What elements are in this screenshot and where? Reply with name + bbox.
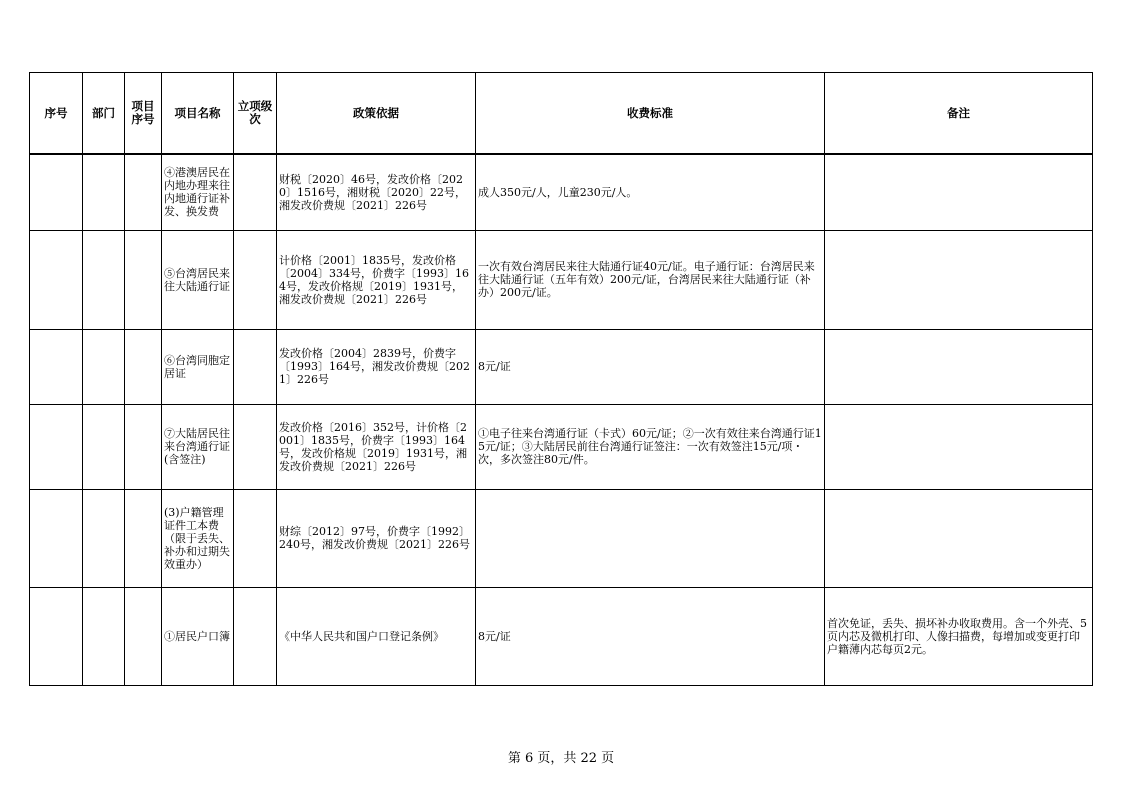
cell-note — [825, 489, 1093, 587]
cell-policy: 发改价格〔2016〕352号，计价格〔2001〕1835号，价费字〔1993〕164号，发改价格规〔2019〕1931号，湘发改价费规〔2021〕226号 — [277, 404, 476, 489]
cell-note — [825, 404, 1093, 489]
table-row — [30, 230, 1093, 329]
cell-item-seq — [125, 587, 162, 685]
header-dept: 部门 — [83, 73, 125, 155]
cell-standard: 8元/证 — [476, 329, 825, 404]
cell-standard: 成人350元/人，儿童230元/人。 — [476, 154, 825, 230]
header-standard: 收费标准 — [476, 73, 825, 155]
cell-dept — [83, 230, 125, 329]
cell-level — [234, 154, 277, 230]
cell-note — [825, 154, 1093, 230]
cell-policy: 《中华人民共和国户口登记条例》 — [277, 587, 476, 685]
cell-seq — [30, 404, 83, 489]
cell-level — [234, 404, 277, 489]
page-footer: 第 6 页，共 22 页 — [507, 751, 615, 766]
cell-item-name: ⑦大陆居民往来台湾通行证(含签注) — [162, 404, 234, 489]
cell-seq — [30, 329, 83, 404]
cell-standard: ①电子往来台湾通行证（卡式）60元/证；②一次有效往来台湾通行证15元/证；③大陆居民前往台湾通行证签注：一次有效签注15元/项・次，多次签注80元/件。 — [476, 404, 825, 489]
table-row — [30, 587, 1093, 685]
cell-standard — [476, 489, 825, 587]
cell-note — [825, 230, 1093, 329]
table-row — [30, 489, 1093, 587]
header-note: 备注 — [825, 73, 1093, 155]
cell-item-seq — [125, 404, 162, 489]
cell-dept — [83, 154, 125, 230]
cell-dept — [83, 489, 125, 587]
cell-policy: 财综〔2012〕97号，价费字〔1992〕240号，湘发改价费规〔2021〕226号 — [277, 489, 476, 587]
cell-item-name: (3)户籍管理证件工本费（限于丢失、补办和过期失效重办） — [162, 489, 234, 587]
cell-policy: 财税〔2020〕46号，发改价格〔2020〕1516号，湘财税〔2020〕22号，湘发改价费规〔2021〕226号 — [277, 154, 476, 230]
cell-seq — [30, 489, 83, 587]
cell-item-seq — [125, 230, 162, 329]
header-policy: 政策依据 — [277, 73, 476, 155]
fee-table — [29, 72, 1093, 686]
cell-policy: 计价格〔2001〕1835号，发改价格〔2004〕334号，价费字〔1993〕164号，发改价格规〔2019〕1931号，湘发改价费规〔2021〕226号 — [277, 230, 476, 329]
cell-dept — [83, 404, 125, 489]
cell-item-name: ④港澳居民在内地办理来往内地通行证补发、换发费 — [162, 154, 234, 230]
cell-note — [825, 329, 1093, 404]
cell-item-name: ⑤台湾居民来往大陆通行证 — [162, 230, 234, 329]
table-row — [30, 329, 1093, 404]
cell-dept — [83, 329, 125, 404]
header-item-seq: 项目序号 — [125, 73, 162, 155]
cell-level — [234, 587, 277, 685]
cell-seq — [30, 230, 83, 329]
cell-note: 首次免证，丢失、损坏补办收取费用。含一个外壳、5页内芯及微机打印、人像扫描费，每增加或变更打印户籍薄内芯每页2元。 — [825, 587, 1093, 685]
cell-level — [234, 230, 277, 329]
cell-level — [234, 489, 277, 587]
cell-seq — [30, 154, 83, 230]
cell-item-seq — [125, 154, 162, 230]
cell-level — [234, 329, 277, 404]
header-row — [30, 73, 1093, 155]
table-row — [30, 154, 1093, 230]
cell-item-name: ⑥台湾同胞定居证 — [162, 329, 234, 404]
cell-policy: 发改价格〔2004〕2839号，价费字〔1993〕164号，湘发改价费规〔2021〕226号 — [277, 329, 476, 404]
header-seq: 序号 — [30, 73, 83, 155]
cell-standard: 8元/证 — [476, 587, 825, 685]
cell-item-name: ①居民户口簿 — [162, 587, 234, 685]
table-row — [30, 404, 1093, 489]
header-item-name: 项目名称 — [162, 73, 234, 155]
cell-item-seq — [125, 329, 162, 404]
header-level: 立项级次 — [234, 73, 277, 155]
cell-dept — [83, 587, 125, 685]
cell-standard: 一次有效台湾居民来往大陆通行证40元/证。电子通行证：台湾居民来往大陆通行证（五年有效）200元/证，台湾居民来往大陆通行证（补办）200元/证。 — [476, 230, 825, 329]
cell-seq — [30, 587, 83, 685]
cell-item-seq — [125, 489, 162, 587]
